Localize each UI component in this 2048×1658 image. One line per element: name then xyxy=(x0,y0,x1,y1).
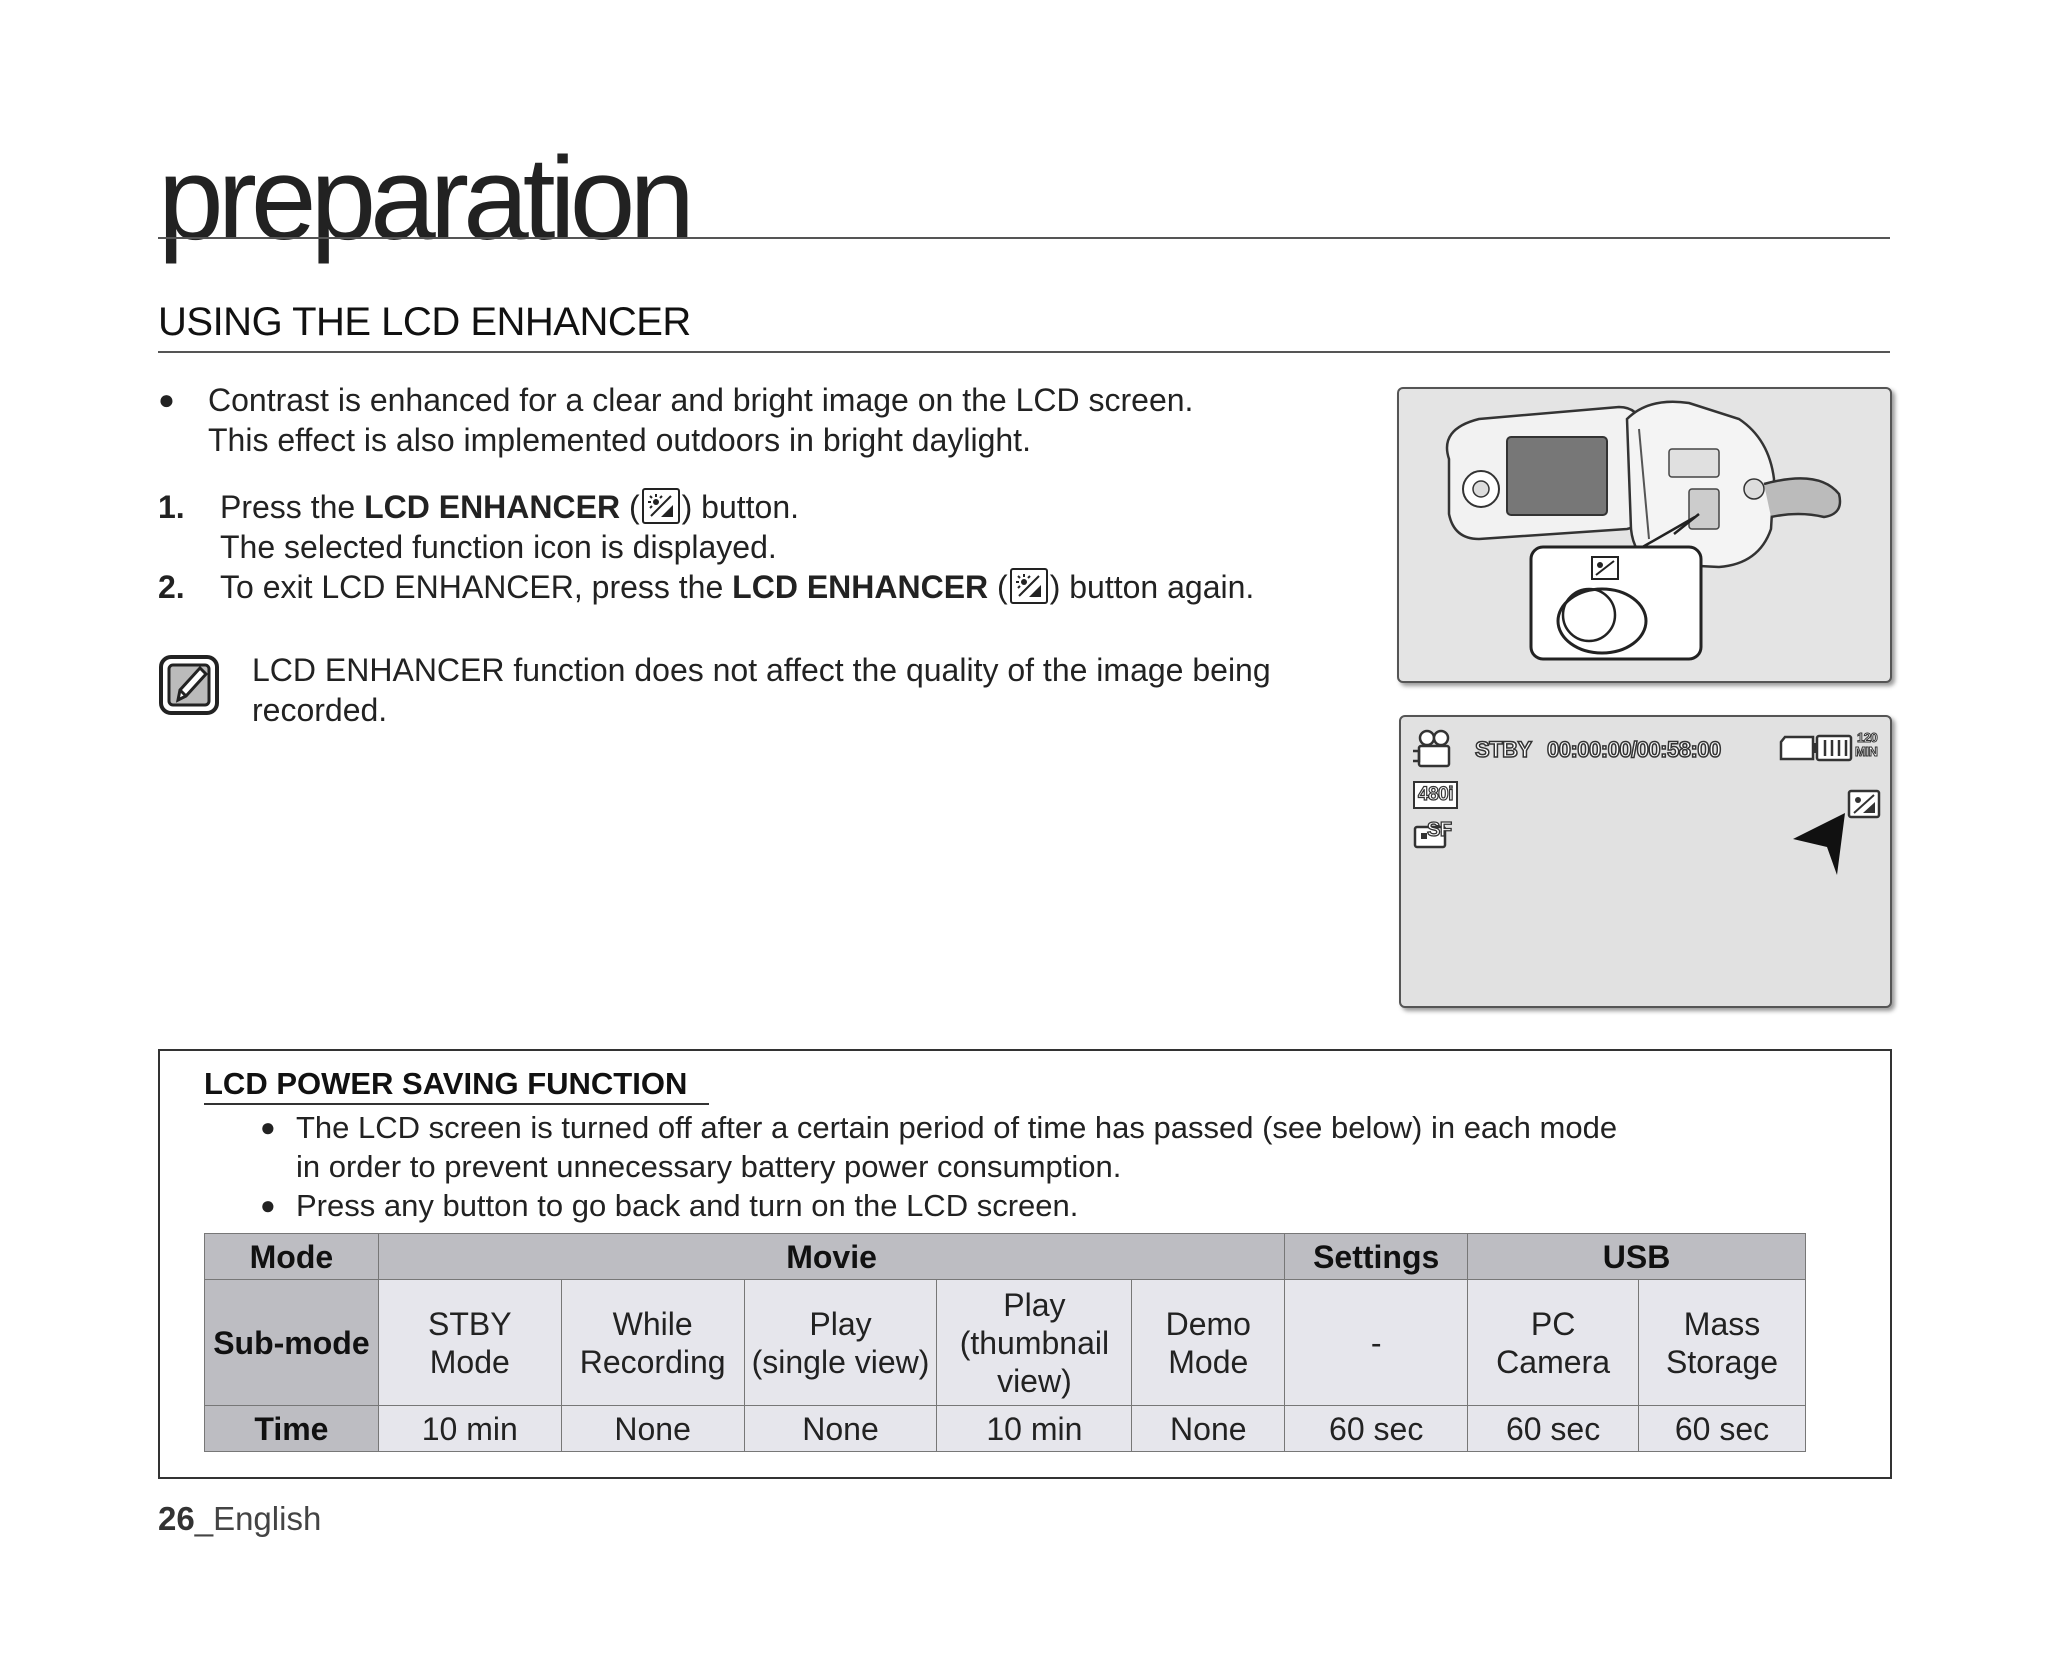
submode-header: Sub-mode xyxy=(205,1280,379,1406)
pointer-arrow-icon xyxy=(1789,809,1849,879)
lcd-enhancer-icon xyxy=(1010,568,1048,604)
step-number: 2. xyxy=(158,569,185,605)
table-cell: Mass Storage xyxy=(1639,1280,1806,1406)
note-line-1: LCD ENHANCER function does not affect the quality of the image being xyxy=(252,652,1271,688)
step-number: 1. xyxy=(158,489,185,525)
sf-mode-icon xyxy=(1413,819,1452,849)
power-saving-box xyxy=(158,1049,1892,1479)
power-saving-line-3: Press any button to go back and turn on the LCD screen. xyxy=(296,1188,1079,1223)
quality-480i-badge: 480i xyxy=(1413,781,1458,809)
table-row xyxy=(205,1280,1806,1406)
table-cell: 60 sec xyxy=(1468,1406,1639,1452)
step-text-end: ) button. xyxy=(681,489,800,525)
table-cell: 60 sec xyxy=(1285,1406,1468,1452)
step-paren-open: ( xyxy=(988,569,1008,605)
lcd-enhancer-icon xyxy=(642,488,680,524)
bullet-dot: ● xyxy=(158,384,175,415)
table-cell: 10 min xyxy=(937,1406,1132,1452)
step-paren-open: ( xyxy=(620,489,640,525)
section-divider xyxy=(158,351,1890,353)
table-cell: 60 sec xyxy=(1639,1406,1806,1452)
step-item xyxy=(158,567,1358,607)
step-bold-text: LCD ENHANCER xyxy=(364,489,621,525)
osd-timecode: 00:00:00/00:58:00 xyxy=(1547,737,1721,762)
table-cell: None xyxy=(1132,1406,1285,1452)
table-cell: None xyxy=(744,1406,937,1452)
table-cell: While Recording xyxy=(561,1280,744,1406)
step-text-end: ) button again. xyxy=(1049,569,1255,605)
intro-bullet xyxy=(158,380,1358,460)
table-cell: Play (single view) xyxy=(744,1280,937,1406)
step-bold-text: LCD ENHANCER xyxy=(732,569,989,605)
power-saving-line-2: in order to prevent unnecessary battery power consumption. xyxy=(296,1149,1122,1184)
sf-label: SF xyxy=(1427,819,1452,841)
table-cell: STBY Mode xyxy=(378,1280,561,1406)
power-saving-table xyxy=(204,1233,1806,1452)
table-cell: - xyxy=(1285,1280,1468,1406)
table-cell: 10 min xyxy=(378,1406,561,1452)
note-line-2: recorded. xyxy=(252,692,388,728)
table-cell: PC Camera xyxy=(1468,1280,1639,1406)
table-cell: Demo Mode xyxy=(1132,1280,1285,1406)
battery-icon xyxy=(1813,733,1855,763)
steps-list xyxy=(158,487,1358,607)
note-block xyxy=(158,650,1358,730)
page-language: _English xyxy=(194,1500,322,1537)
step-item xyxy=(158,487,1358,567)
power-saving-bullets xyxy=(260,1108,1760,1225)
table-row xyxy=(205,1234,1806,1280)
table-cell: None xyxy=(561,1406,744,1452)
table-row xyxy=(205,1406,1806,1452)
page-footer xyxy=(158,1500,321,1538)
bullet-dot: ● xyxy=(260,1112,276,1142)
osd-status: STBY xyxy=(1475,737,1532,762)
camcorder-drawing xyxy=(1399,389,1894,685)
chapter-divider xyxy=(158,237,1890,239)
movie-header: Movie xyxy=(378,1234,1284,1280)
intro-line-2: This effect is also implemented outdoors in bright daylight. xyxy=(208,422,1031,458)
time-header: Time xyxy=(205,1406,379,1452)
lcd-screen-display xyxy=(1399,715,1892,1008)
bullet-dot: ● xyxy=(260,1190,276,1220)
power-saving-title: LCD POWER SAVING FUNCTION xyxy=(204,1065,709,1105)
page-number: 26 xyxy=(158,1500,195,1537)
lcd-enhancer-osd-icon xyxy=(1847,789,1881,819)
settings-header: Settings xyxy=(1285,1234,1468,1280)
battery-time-value: 120 xyxy=(1857,730,1878,745)
intro-line-1: Contrast is enhanced for a clear and bright image on the LCD screen. xyxy=(208,382,1194,418)
power-saving-line-1: The LCD screen is turned off after a certain period of time has passed (see below) in each mode xyxy=(296,1110,1618,1145)
battery-time-unit: MIN xyxy=(1855,744,1878,759)
movie-mode-icon xyxy=(1413,729,1455,769)
camcorder-illustration xyxy=(1397,387,1892,683)
section-title: USING THE LCD ENHANCER xyxy=(158,300,691,344)
step-text: To exit LCD ENHANCER, press the xyxy=(220,569,733,605)
note-pencil-icon xyxy=(158,654,220,716)
chapter-title: preparation xyxy=(158,133,689,265)
step-text: Press the xyxy=(220,489,365,525)
usb-header: USB xyxy=(1468,1234,1806,1280)
mode-header: Mode xyxy=(205,1234,379,1280)
table-cell: Play (thumbnail view) xyxy=(937,1280,1132,1406)
step-subtext: The selected function icon is displayed. xyxy=(220,529,777,565)
